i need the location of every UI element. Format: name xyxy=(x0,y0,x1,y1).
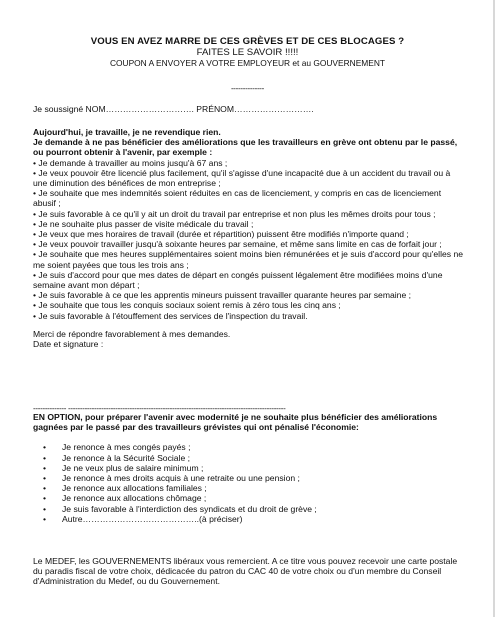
coupon-instruction: COUPON A ENVOYER A VOTRE EMPLOYEUR et au GOUVERNEMENT xyxy=(109,58,386,68)
list-item: • Je veux pouvoir travailler jusqu'à soixante heures par semaine, et même sans limite en cas de forfait jour ; xyxy=(33,239,442,250)
list-item xyxy=(43,463,465,473)
page-subtitle: FAITES LE SAVOIR !!!!! xyxy=(196,47,299,58)
option-item-label: Je renonce à la Sécurité Sociale ; xyxy=(62,452,191,463)
list-item: • Je souhaite que tous les conquis sociaux soient remis à zéro tous les cinq ans ; xyxy=(33,300,341,311)
option-item-label: Je renonce aux allocations chômage ; xyxy=(62,493,207,504)
list-item: • Je ne souhaite plus passer de visite médicale du travail ; xyxy=(33,218,254,229)
list-item xyxy=(43,514,465,524)
bullet-icon: • xyxy=(43,483,47,494)
list-item xyxy=(43,504,465,514)
closing-thanks: Merci de répondre favorablement à mes demandes. xyxy=(33,328,231,339)
list-item xyxy=(43,483,465,493)
option-item-label: Je renonce à mes droits acquis à une retraite ou une pension ; xyxy=(62,473,300,484)
signature-name-line: Je soussigné NOM…………………………. PRÉNOM………………………. xyxy=(33,104,314,114)
list-item xyxy=(43,453,465,463)
list-item: • Je demande à travailler au moins jusqu'à 67 ans ; xyxy=(33,157,228,168)
list-item: • Je veux que mes horaires de travail (durée et répartition) puissent être modifiés n'importe quand ; xyxy=(33,229,409,240)
bullet-icon: • xyxy=(43,442,47,453)
list-item: • Je souhaite que mes indemnités soient réduites en cas de licenciement, y compris en cas de licenciement abusif ; xyxy=(33,188,442,209)
option-item-label: Autre…………………………………..(à préciser) xyxy=(62,513,243,524)
bullet-icon: • xyxy=(43,452,47,463)
page-title: VOUS EN AVEZ MARRE DE CES GRÈVES ET DE CES BLOCAGES ? xyxy=(90,36,405,47)
document-header xyxy=(0,36,495,69)
separator-long: -------------- -------------------------------------------------------------------------------------------- xyxy=(33,404,286,413)
bullet-icon: • xyxy=(43,462,47,473)
footer-note: Le MEDEF, les GOUVERNEMENTS libéraux vous remercient. A ce titre vous pouvez recevoir une carte postale du paradis fiscal de votre choix, dédicacée du patron du CAC 40 de votre choix ou d'un membre du Conseil d'Administration du Medef, ou du Gouvernement. xyxy=(33,556,458,587)
demands-list xyxy=(33,158,465,321)
demands-section xyxy=(33,127,465,349)
list-item: • Je suis favorable à ce que les apprentis mineurs puissent travailler quarante heures par semaine ; xyxy=(33,290,411,301)
list-item: • Je suis favorable à l'étouffement des services de l'inspection du travail. xyxy=(33,310,308,321)
list-item: • Je suis favorable à ce qu'il y ait un droit du travail par entreprise et non plus les mêmes droits pour tous ; xyxy=(33,208,436,219)
list-item xyxy=(43,473,465,483)
bullet-icon: • xyxy=(43,503,47,514)
list-item: • Je suis d'accord pour que mes dates de départ en congés puissent légalement être modifiées moins d'une semaine avant mon départ ; xyxy=(33,269,443,291)
bullet-icon: • xyxy=(43,513,47,524)
option-item-label: Je renonce à mes congés payés ; xyxy=(62,442,191,453)
list-item: • Je veux pouvoir être licencié plus facilement, qu'il s'agisse d'une incapacité due à un accident du travail ou à une diminution des bénéfices de mon entreprise ; xyxy=(33,167,451,189)
date-signature-line: Date et signature : xyxy=(33,339,104,350)
option-heading: EN OPTION, pour préparer l'avenir avec modernité je ne souhaite plus bénéficier des améliorations gagnées par le passé par des travailleurs grévistes qui ont pénalisé l'économie: xyxy=(33,412,438,433)
intro-request: Je demande à ne pas bénéficier des améliorations que les travailleurs en grève ont obtenu par le passé, ou pourront obtenir à l'avenir, par exemple : xyxy=(33,137,458,158)
bullet-icon: • xyxy=(43,493,47,504)
option-item-label: Je renonce aux allocations familiales ; xyxy=(62,483,207,494)
option-list xyxy=(33,442,465,524)
separator-short: -------------- xyxy=(230,84,265,93)
list-item: • Je souhaite que mes heures supplémentaires soient moins bien rémunérées et je suis d'accord pour qu'elles ne me soient payées que tous les trois ans ; xyxy=(33,249,464,270)
bullet-icon: • xyxy=(43,473,47,484)
option-section xyxy=(33,412,465,524)
option-item-label: Je suis favorable à l'interdiction des syndicats et du droit de grève ; xyxy=(62,503,317,514)
spacer xyxy=(33,321,465,329)
list-item xyxy=(43,493,465,503)
option-item-label: Je ne veux plus de salaire minimum ; xyxy=(62,462,204,473)
list-item xyxy=(43,442,465,452)
intro-statement: Aujourd'hui, je travaille, je ne revendique rien. xyxy=(33,127,221,137)
